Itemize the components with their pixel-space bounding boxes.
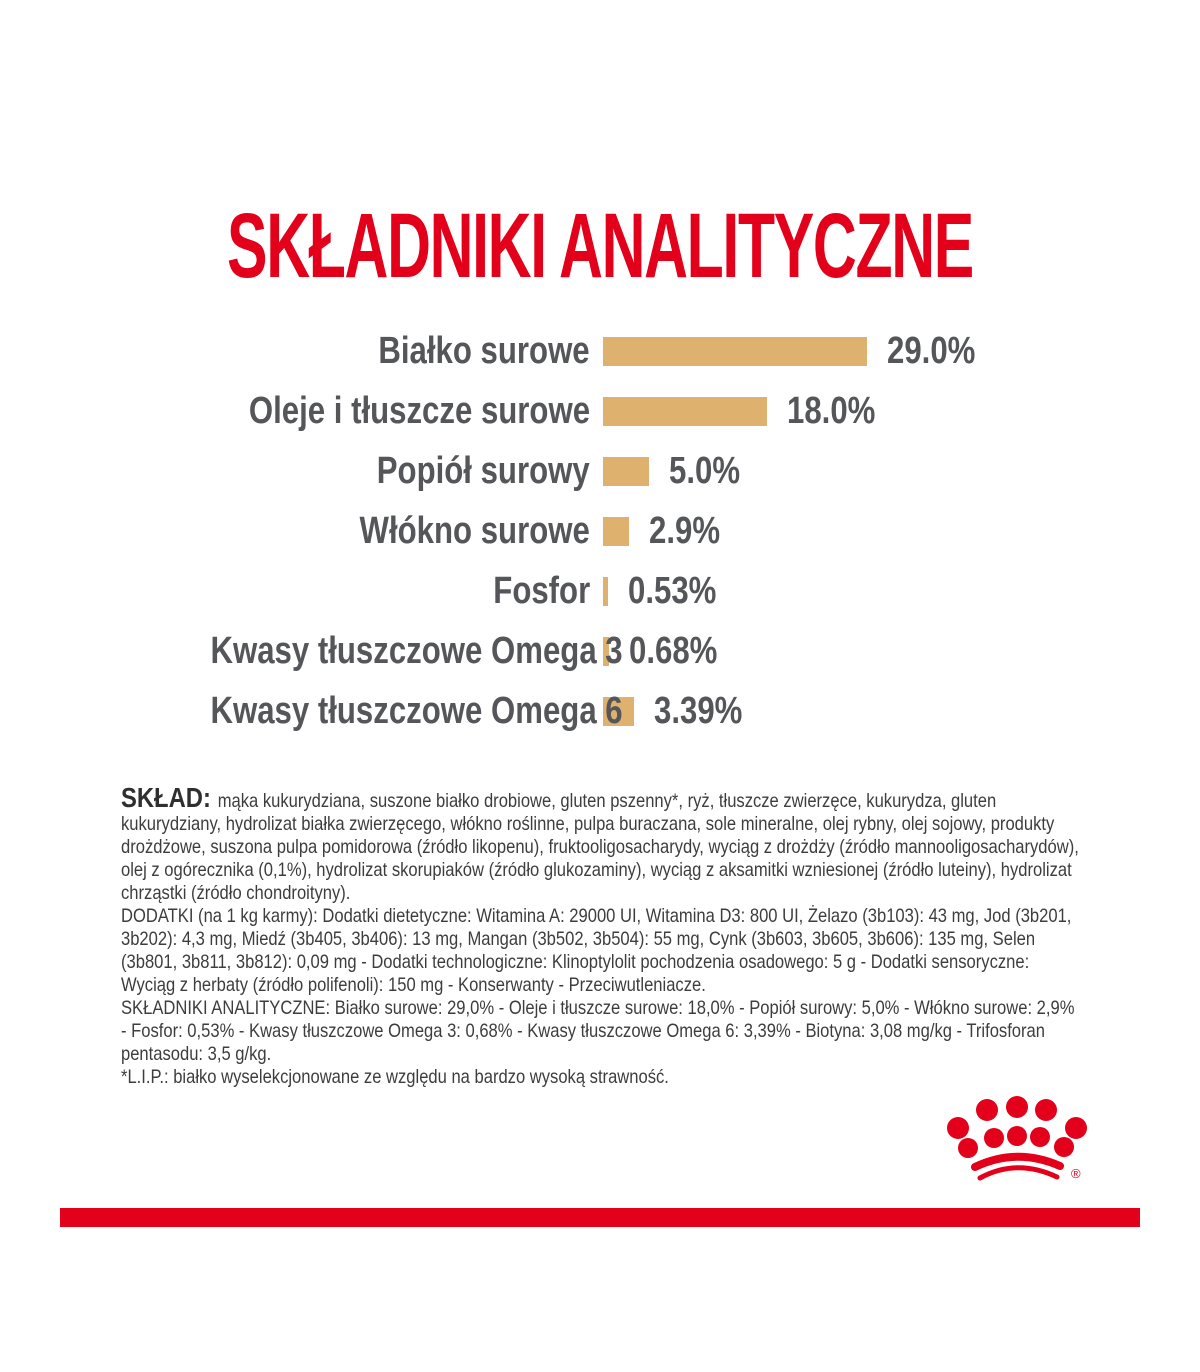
crown-arcs [975, 1157, 1060, 1178]
chart-row [120, 321, 1080, 381]
chart-value-label: 5.0% [669, 449, 741, 492]
chart-bar [603, 397, 767, 426]
chart-value-label: 0.68% [629, 629, 718, 672]
lip-note: *L.I.P.: białko wyselekcjonowane ze względu na bardzo wysoką strawność. [121, 1066, 669, 1088]
royal-canin-crown-logo [940, 1094, 1096, 1190]
chart-bar [603, 457, 649, 486]
chart-bar [603, 337, 867, 366]
chart-category-label: Kwasy tłuszczowe Omega 6 [210, 689, 623, 732]
registered-mark: ® [1071, 1166, 1081, 1181]
chart-category-label: Włókno surowe [359, 509, 590, 552]
chart-category-label: Kwasy tłuszczowe Omega 3 [210, 629, 623, 672]
chart-row [120, 381, 1080, 441]
chart-value-label: 18.0% [787, 389, 876, 432]
legal-text-block [121, 782, 1082, 1089]
chart-row [120, 441, 1080, 501]
chart-value-label: 0.53% [628, 569, 717, 612]
chart-bar-area [603, 630, 737, 673]
chart-bar-area [603, 390, 895, 433]
analytical-paragraph: SKŁADNIKI ANALITYCZNE: Białko surowe: 29,0% - Oleje i tłuszcze surowe: 18,0% - Popiół surowy: 5,0% - Włókno surowe: 2,9% - Fosfor: 0,53% - Kwasy tłuszczowe Omega 3: 0,68% - Kwasy tłuszczowe Omega 6: 3,39% - Biotyna: 3,08 mg/kg - Trifosforan pentasodu: 3,5 g/kg. [121, 997, 1075, 1065]
chart-bar [603, 517, 629, 546]
chart-bar-area [603, 330, 995, 373]
composition-paragraph [121, 782, 1082, 905]
chart-value-label: 3.39% [654, 689, 743, 732]
chart-row [120, 681, 1080, 741]
footer-red-bar [60, 1208, 1140, 1227]
chart-bar-area [603, 570, 736, 613]
chart-value-label: 2.9% [649, 509, 721, 552]
page-title: SKŁADNIKI ANALITYCZNE [227, 195, 973, 297]
additives-paragraph: DODATKI (na 1 kg karmy): Dodatki dietetyczne: Witamina A: 29000 UI, Witamina D3: 800 UI, Żelazo (3b103): 43 mg, Jod (3b201, 3b202): 4,3 mg, Miedź (3b405, 3b406): 13 mg, Mangan (3b502, 3b504): 55 mg, Cynk (3b603, 3b605, 3b606): 135 mg, Selen (3b801, 3b811, 3b812): 0,09 mg - Dodatki technologiczne: Klinoptylolit pochodzenia osadowego: 5 g - Dodatki sensoryczne: Wyciąg z herbaty (źródło polifenoli): 150 mg - Konserwanty - Przeciwutleniacze. [121, 905, 1072, 996]
composition-label: SKŁAD: [121, 782, 211, 813]
composition-text: mąka kukurydziana, suszone białko drobiowe, gluten pszenny*, ryż, tłuszcze zwierzęce, kukurydza, gluten kukurydziany, hydrolizat białka zwierzęcego, włókno roślinne, pulpa buraczana, sole mineralne, olej rybny, olej sojowy, produkty drożdżowe, suszona pulpa pomidorowa (źródło likopenu), fruktooligosacharydy, wyciąg z drożdży (źródło mannooligosacharydów), olej z ogórecznika (0,1%), hydrolizat skorupiaków (źródło glukozaminy), wyciąg z aksamitki wzniesionej (źródło luteiny), hydrolizat chrząstki (źródło chondroityny). [121, 790, 1079, 904]
chart-bar-area [603, 510, 736, 553]
chart-bar-area [603, 690, 762, 733]
chart-row [120, 501, 1080, 561]
chart-category-label: Popiół surowy [377, 449, 590, 492]
chart-value-label: 29.0% [887, 329, 976, 372]
chart-category-label: Oleje i tłuszcze surowe [248, 389, 590, 432]
chart-row [120, 621, 1080, 681]
chart-bar [603, 577, 608, 606]
crown-dots [947, 1096, 1087, 1158]
chart-category-label: Fosfor [493, 569, 590, 612]
bar-chart [120, 321, 1080, 741]
chart-row [120, 561, 1080, 621]
chart-bar-area [603, 450, 756, 493]
chart-category-label: Białko surowe [378, 329, 590, 372]
